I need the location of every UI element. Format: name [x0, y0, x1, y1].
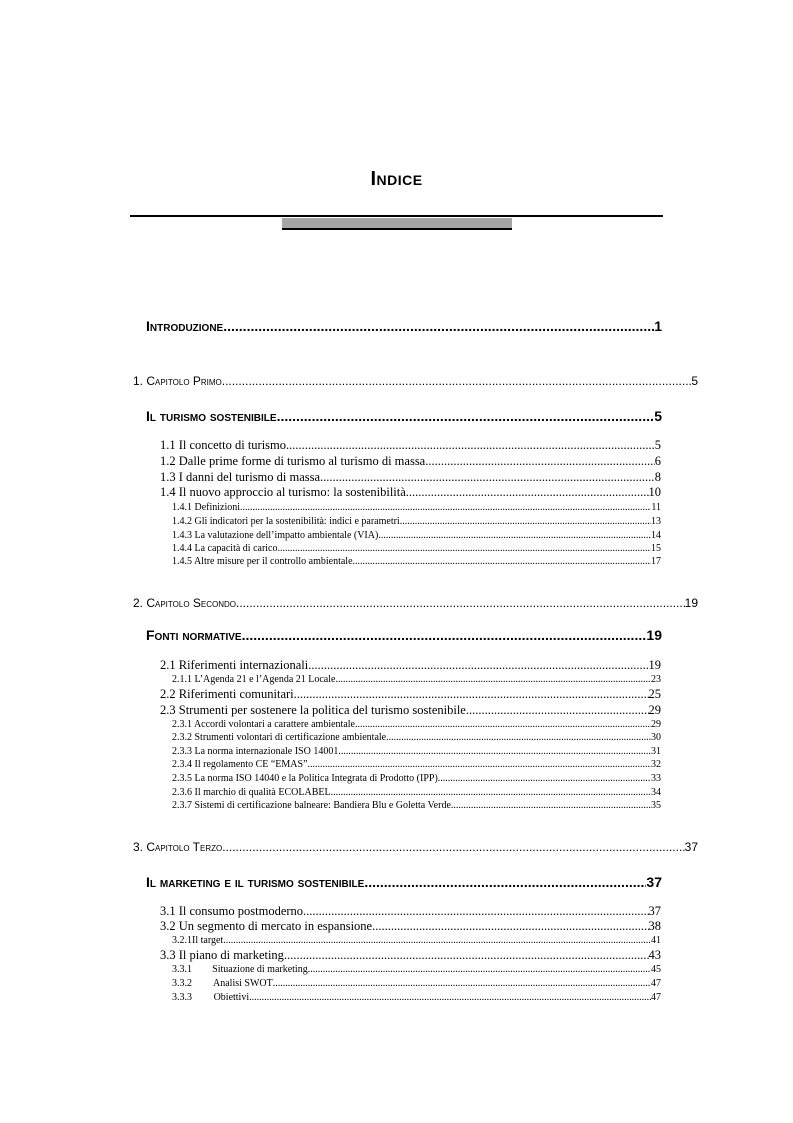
toc-entry-1-3[interactable]: 1.3 I danni del turismo di massa ..... 8	[160, 470, 661, 485]
toc-entry-3-2-1[interactable]: 3.2.1Il target ..... 41	[172, 935, 661, 946]
toc-entry-1-2[interactable]: 1.2 Dalle prime forme di turismo al turismo di massa ..... 6	[160, 454, 661, 469]
toc-entry-2-3-4[interactable]: 2.3.4 Il regolamento CE “EMAS” ..... 32	[172, 759, 661, 770]
toc-entry-section-2[interactable]: Fonti normative ..... 19	[146, 627, 662, 643]
title-rule	[130, 215, 663, 217]
toc-entry-3-2[interactable]: 3.2 Un segmento di mercato in espansione ..... 38	[160, 919, 661, 934]
toc-entry-2-3[interactable]: 2.3 Strumenti per sostenere la politica del turismo sostenibile ..... 29	[160, 703, 661, 718]
toc-entry-2-3-5[interactable]: 2.3.5 La norma ISO 14040 e la Politica Integrata di Prodotto (IPP) ..... 33	[172, 773, 661, 784]
page-title: Indice	[370, 168, 423, 190]
toc-entry-3-3-2[interactable]: 3.3.2 Analisi SWOT ..... 47	[172, 978, 661, 989]
toc-entry-3-3-3[interactable]: 3.3.3 Obiettivi ..... 47	[172, 992, 661, 1003]
toc-entry-2-3-2[interactable]: 2.3.2 Strumenti volontari di certificazione ambientale ..... 30	[172, 732, 661, 743]
toc-entry-3-1[interactable]: 3.1 Il consumo postmoderno ..... 37	[160, 904, 661, 919]
toc-entry-2-3-3[interactable]: 2.3.3 La norma internazionale ISO 14001 ..... 31	[172, 746, 661, 757]
toc-entry-1-1[interactable]: 1.1 Il concetto di turismo ..... 5	[160, 438, 661, 453]
toc-entry-2-3-6[interactable]: 2.3.6 Il marchio di qualità ECOLABEL ..... 34	[172, 787, 661, 798]
toc-entry-section-1[interactable]: Il turismo sostenibile ..... 5	[146, 408, 662, 424]
toc-entry-2-1[interactable]: 2.1 Riferimenti internazionali ..... 19	[160, 658, 661, 673]
toc-entry-3-3[interactable]: 3.3 Il piano di marketing ..... 43	[160, 948, 661, 963]
toc-entry-1-4[interactable]: 1.4 Il nuovo approccio al turismo: la sostenibilità ..... 10	[160, 485, 661, 500]
toc-entry-chapter-2[interactable]: 2. Capitolo Secondo ..... 19	[133, 596, 698, 610]
toc-entry-1-4-3[interactable]: 1.4.3 La valutazione dell’impatto ambientale (VIA) ..... 14	[172, 530, 661, 541]
toc-entry-section-3[interactable]: Il marketing e il turismo sostenibile ..... 37	[146, 874, 662, 890]
toc-entry-2-3-1[interactable]: 2.3.1 Accordi volontari a carattere ambientale ..... 29	[172, 719, 661, 730]
toc-entry-1-4-5[interactable]: 1.4.5 Altre misure per il controllo ambientale ..... 17	[172, 556, 661, 567]
toc-entry-chapter-3[interactable]: 3. Capitolo Terzo ..... 37	[133, 840, 698, 854]
toc-entry-3-3-1[interactable]: 3.3.1 Situazione di marketing ..... 45	[172, 964, 661, 975]
toc-entry-2-1-1[interactable]: 2.1.1 L’Agenda 21 e l’Agenda 21 Locale ..... 23	[172, 674, 661, 685]
toc-entry-1-4-1[interactable]: 1.4.1 Definizioni ..... 11	[172, 502, 661, 513]
toc-entry-chapter-1[interactable]: 1. Capitolo Primo ..... 5	[133, 374, 698, 388]
title-rule-shaded	[282, 218, 512, 230]
toc-entry-1-4-2[interactable]: 1.4.2 Gli indicatori per la sostenibilità: indici e parametri ..... 13	[172, 516, 661, 527]
toc-entry-1-4-4[interactable]: 1.4.4 La capacità di carico ..... 15	[172, 543, 661, 554]
toc-entry-2-2[interactable]: 2.2 Riferimenti comunitari ..... 25	[160, 687, 661, 702]
toc-entry-introduzione[interactable]: Introduzione ..... 1	[146, 318, 662, 334]
toc-entry-2-3-7[interactable]: 2.3.7 Sistemi di certificazione balneare: Bandiera Blu e Goletta Verde ..... 35	[172, 800, 661, 811]
